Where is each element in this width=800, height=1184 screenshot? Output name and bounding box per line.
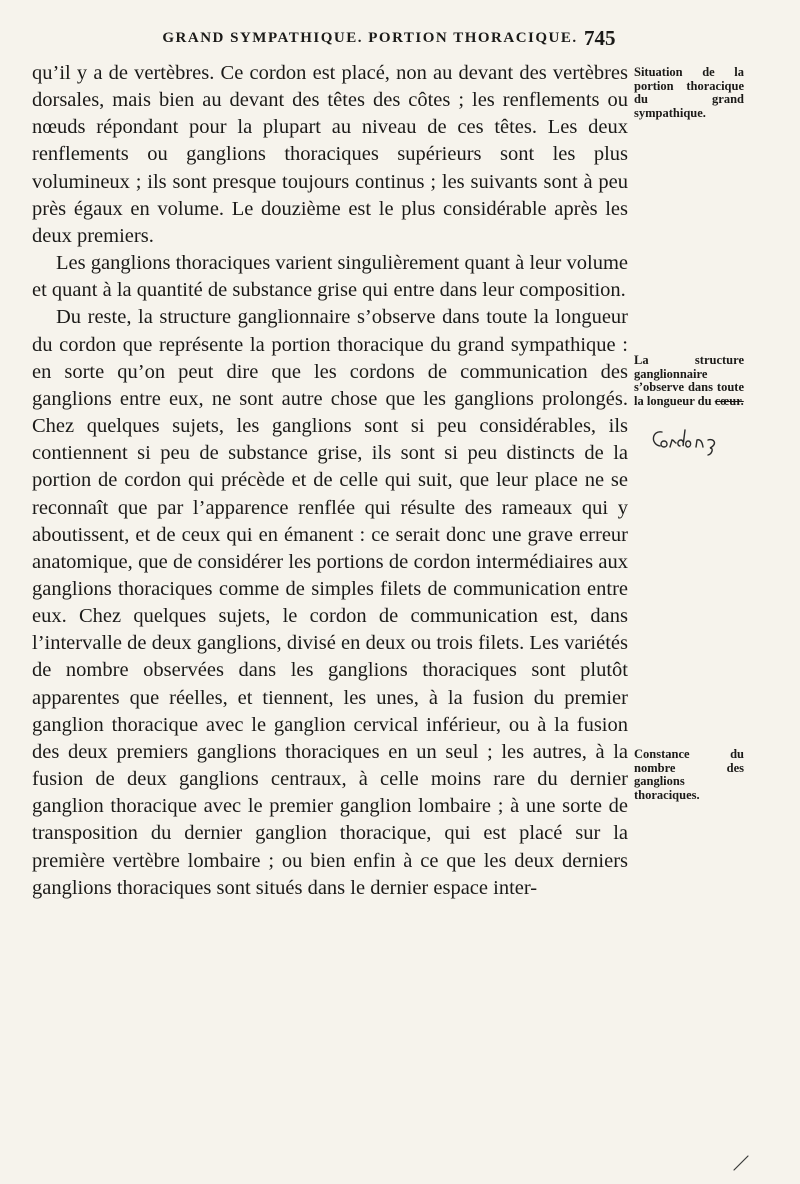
main-text-column: [32, 60, 628, 902]
running-title: GRAND SYMPATHIQUE. PORTION THORACIQUE.: [162, 30, 578, 46]
handwritten-correction-cordon: [650, 426, 730, 456]
paragraph-1: qu’il y a de vertèbres. Ce cordon est placé, non au devant des vertèbres dorsales, mais bien au devant des têtes des côtes ; les renflements ou nœuds répondant pour la plupart au niveau de ces têtes. Les deux renflements ou ganglions thoraciques supérieurs sont les plus volumineux ; ils sont presque toujours continus ; les suivants sont à peu près égaux en volume. Le douzième est le plus considérable après les deux premiers.: [32, 62, 628, 247]
paragraph-3: Du reste, la structure ganglionnaire s’observe dans toute la longueur du cordon que représente la portion thoracique du grand sympathique : en sorte qu’on peut dire que les cordons de communication des ganglions entre eux, ne sont autre chose que les ganglions prolongés. Chez quelques sujets, les ganglions sont si peu considérables, ils contiennent si peu de substance grise, ils sont si peu distincts de la portion de cordon qui précède et de celle qui suit, que leur place ne se reconnaît que par l’apparence renflée qui résulte des rameaux qui y aboutissent, et de ceux qui en émanent : ce serait donc une grave erreur anatomique, que de considérer les portions de cordon intermédiaires aux ganglions thoraciques comme de simples filets de communication entre eux. Chez quelques sujets, le cordon de communication est, dans l’intervalle de deux ganglions, divisé en deux ou trois filets. Les variétés de nombre observées dans les ganglions thoraciques sont plutôt apparentes que réelles, et tiennent, les unes, à la fusion du premier ganglion thoracique avec le ganglion cervical inférieur, ou à la fusion des deux premiers ganglions thoraciques en un seul ; les autres, à la fusion de deux ganglions centraux, à celle moins rare du dernier ganglion thoracique avec le premier ganglion lombaire ; à une sorte de transposition du dernier ganglion thoracique, qui est placé sur la première vertèbre lombaire ; ou bien enfin à ce que les deux derniers ganglions thoraciques sont situés dans le dernier espace inter-: [32, 306, 628, 899]
page-number: 745: [584, 26, 616, 50]
margin-note-structure-text: La structure ganglionnaire s’observe dans toute la longueur du: [634, 353, 744, 408]
margin-note-situation: Situation de la portion thoracique du grand sympathique.: [634, 65, 744, 120]
struck-word: cœur.: [714, 393, 744, 408]
paragraph-2: Les ganglions thoraciques varient singulièrement quant à leur volume et quant à la quantité de substance grise qui entre dans leur composition.: [32, 252, 628, 302]
margin-note-constance: Constance du nombre des ganglions thoraciques.: [634, 747, 744, 802]
margin-note-structure: [634, 354, 744, 408]
pencil-stroke-mark: [730, 1150, 754, 1174]
